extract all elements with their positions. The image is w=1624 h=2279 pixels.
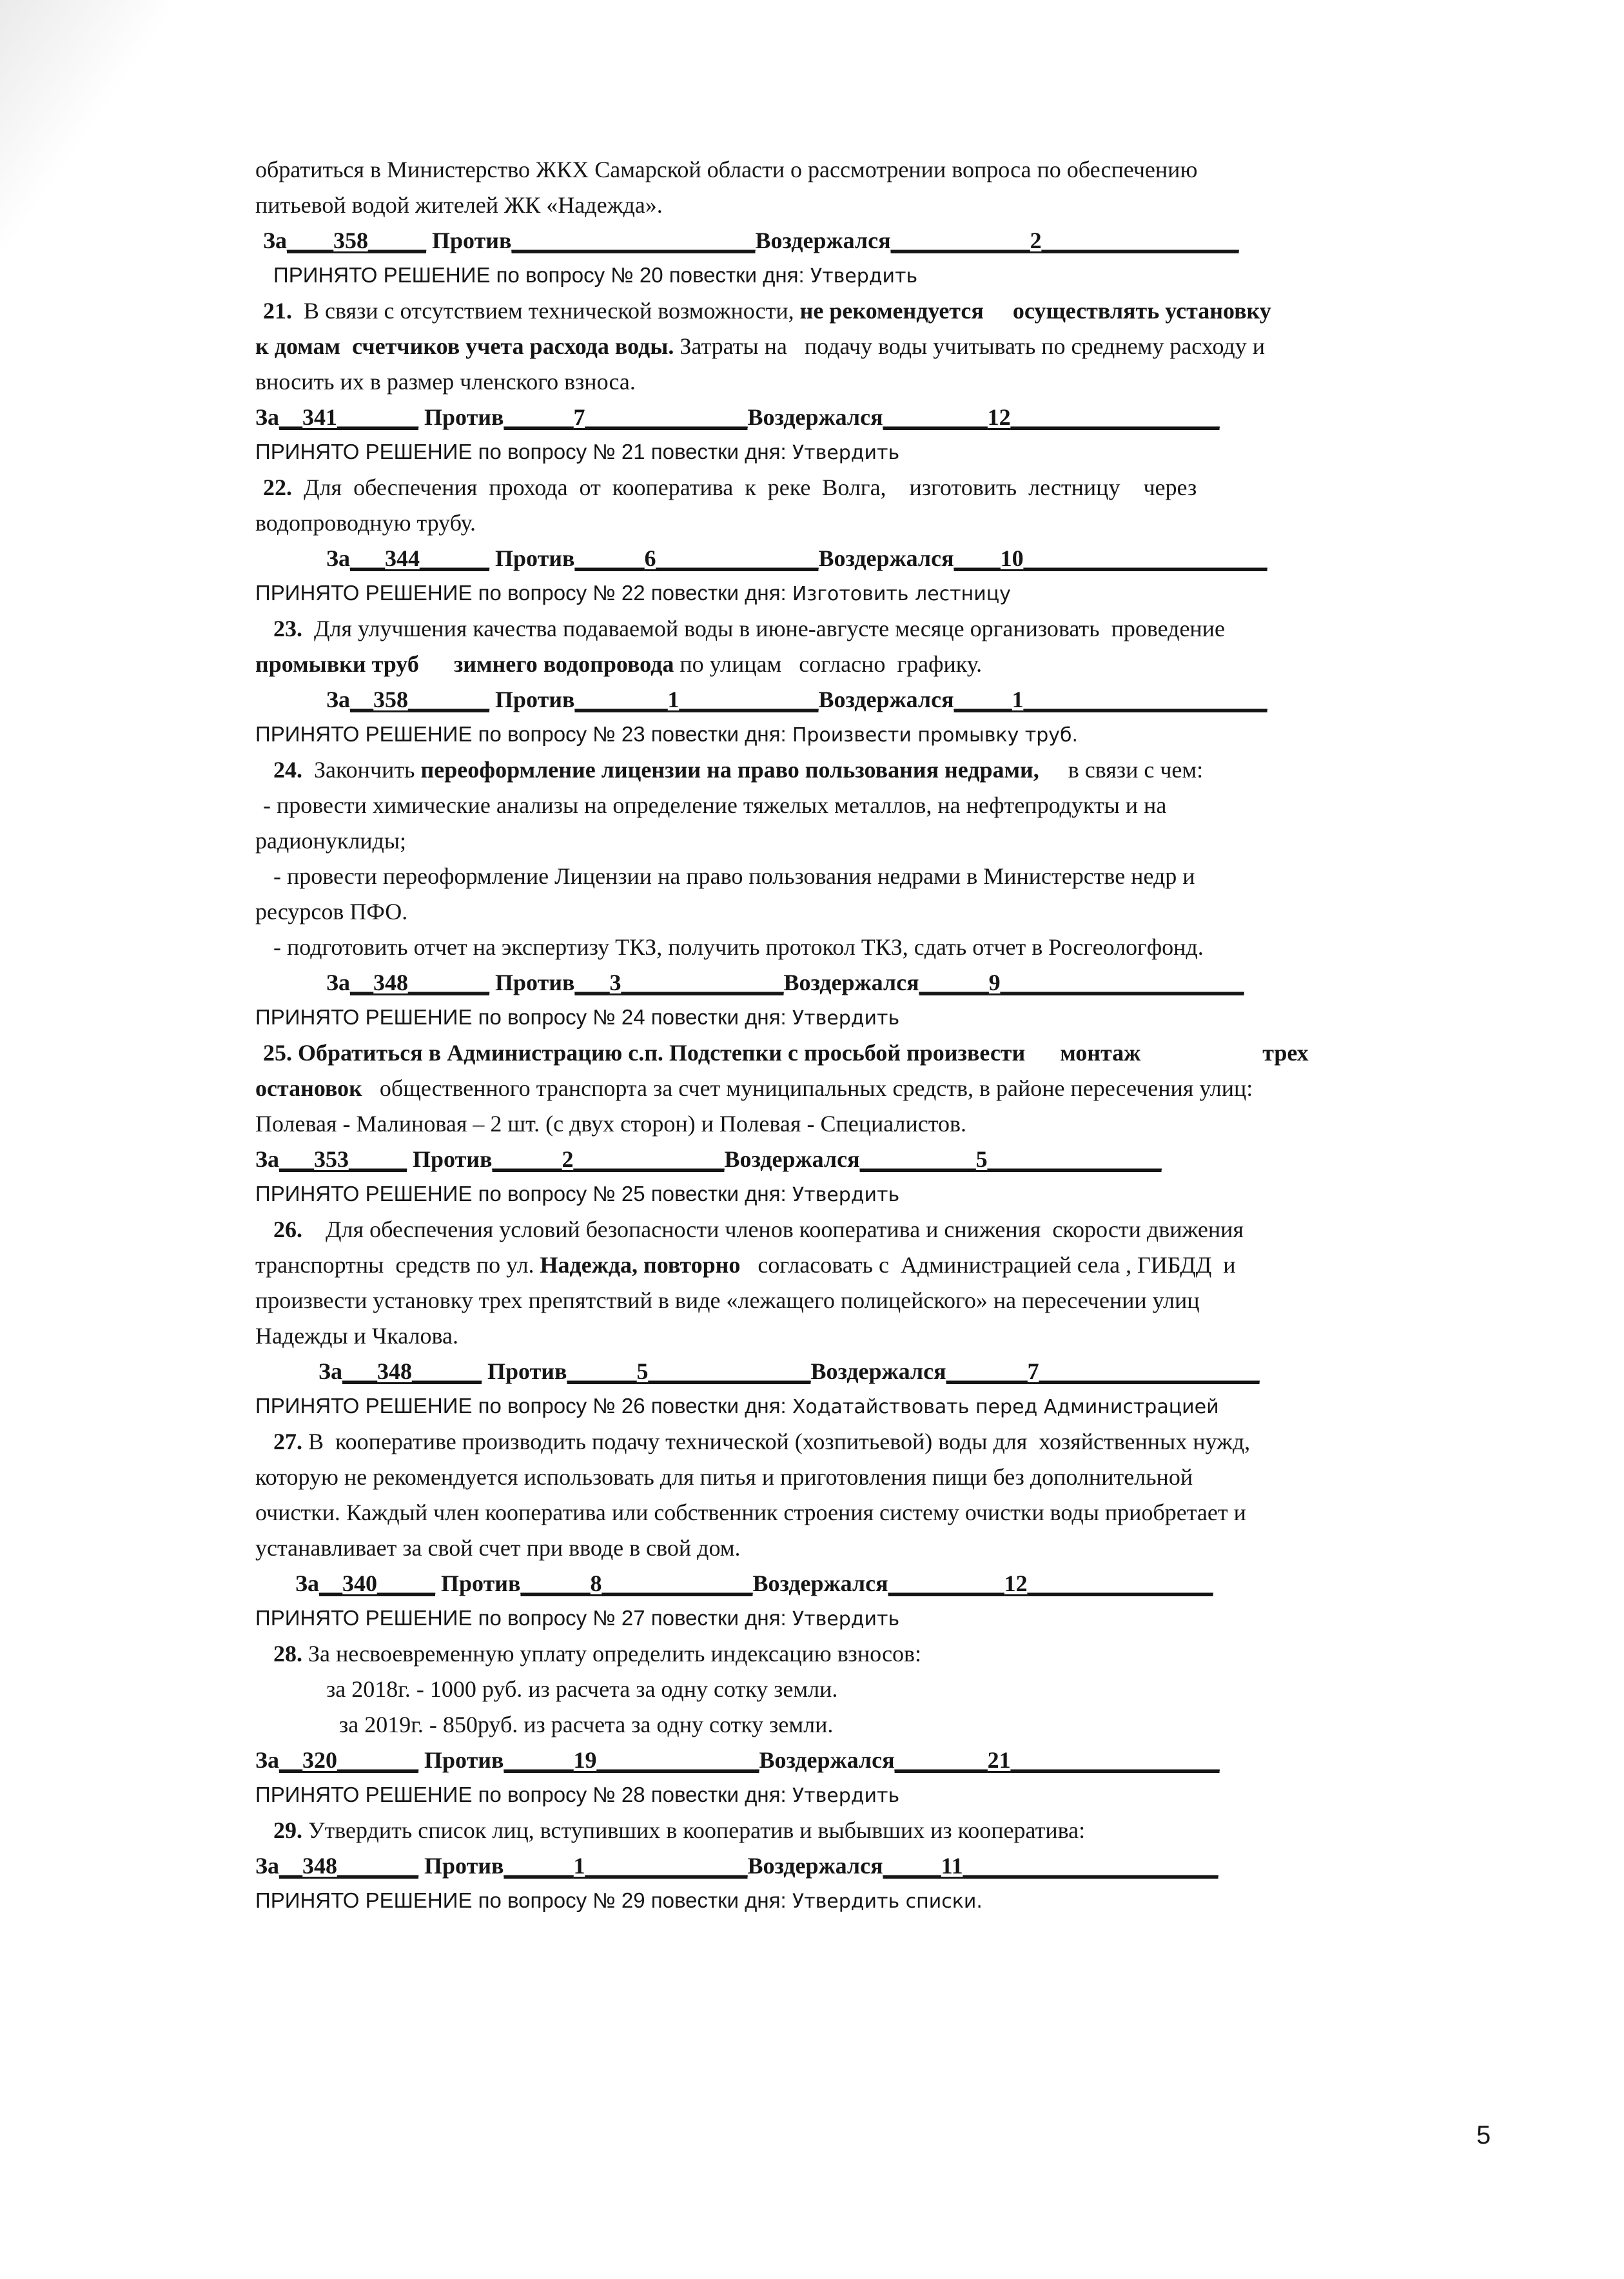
- decision-25: ПРИНЯТО РЕШЕНИЕ по вопросу № 25 повестки дня: Утвердить: [255, 1182, 900, 1206]
- vote-line-29: За__348_______ Против______1______________Воздержался_____11______________________: [255, 1853, 1218, 1879]
- vote-line-26: За___348______ Против______5______________Воздержался_______7___________________: [318, 1358, 1260, 1384]
- intro-line-1: обратиться в Министерство ЖКХ Самарской области о рассмотрении вопроса по обеспечению: [255, 157, 1198, 182]
- document-body: [255, 152, 1458, 1919]
- decision-24: ПРИНЯТО РЕШЕНИЕ по вопросу № 24 повестки дня: Утвердить: [255, 1005, 900, 1030]
- item-27-line-2: которую не рекомендуется использовать для питья и приготовления пищи без дополнительной: [255, 1464, 1193, 1490]
- scan-shadow: [0, 0, 168, 335]
- item-21-line-1: 21. В связи с отсутствием технической возможности, не рекомендуется осуществлять установку: [263, 298, 1271, 324]
- item-25-line-1: 25. Обратиться в Администрацию с.п. Подстепки с просьбой произвести монтаж трех: [263, 1040, 1315, 1066]
- item-23-line-1: 23. Для улучшения качества подаваемой воды в июне-августе месяце организовать проведение: [273, 616, 1231, 641]
- decision-20: ПРИНЯТО РЕШЕНИЕ по вопросу № 20 повестки дня: Утвердить: [273, 263, 918, 288]
- vote-line-21: За__341_______ Против______7______________Воздержался_________12__________________: [255, 404, 1220, 430]
- vote-line-28: За__320_______ Против______19______________Воздержался________21__________________: [255, 1747, 1220, 1773]
- item-26-line-1: 26. Для обеспечения условий безопасности членов кооператива и снижения скорости движения: [273, 1217, 1249, 1242]
- item-24-line-4: - провести переоформление Лицензии на право пользования недрами в Министерстве недр и: [273, 863, 1195, 889]
- item-28-line-2: за 2018г. - 1000 руб. из расчета за одну сотку земли.: [326, 1676, 838, 1702]
- item-22-line-1: 22. Для обеспечения прохода от кооператива к реке Волга, изготовить лестницу через: [263, 474, 1203, 500]
- decision-21: ПРИНЯТО РЕШЕНИЕ по вопросу № 21 повестки дня: Утвердить: [255, 440, 900, 464]
- item-23-line-2: промывки труб зимнего водопровода по улицам согласно графику.: [255, 651, 983, 677]
- decision-27: ПРИНЯТО РЕШЕНИЕ по вопросу № 27 повестки дня: Утвердить: [255, 1606, 900, 1630]
- page-number: 5: [1476, 2121, 1491, 2149]
- vote-line-24: За__348_______ Против___3______________Воздержался______9_____________________: [326, 970, 1244, 995]
- item-24-line-2: - провести химические анализы на определение тяжелых металлов, на нефтепродукты и на: [263, 792, 1167, 818]
- item-24-line-3: радионуклиды;: [255, 828, 407, 854]
- decision-26: ПРИНЯТО РЕШЕНИЕ по вопросу № 26 повестки дня: Ходатайствовать перед Администрацией: [255, 1394, 1219, 1418]
- item-24-line-6: - подготовить отчет на экспертизу ТКЗ, получить протокол ТКЗ, сдать отчет в Росгеологфонд.: [273, 934, 1204, 960]
- item-27-line-4: устанавливает за свой счет при вводе в свой дом.: [255, 1535, 741, 1561]
- item-24-line-1: 24. Закончить переоформление лицензии на право пользования недрами, в связи с чем:: [273, 757, 1204, 783]
- decision-28: ПРИНЯТО РЕШЕНИЕ по вопросу № 28 повестки дня: Утвердить: [255, 1783, 900, 1807]
- vote-line-27: За__340_____ Против______8_____________Воздержался__________12________________: [295, 1570, 1213, 1596]
- vote-line-22: За___344______ Против______6______________Воздержался____10_____________________: [326, 545, 1267, 571]
- item-28-line-3: за 2019г. - 850руб. из расчета за одну сотку земли.: [339, 1712, 834, 1737]
- item-21-line-2: к домам счетчиков учета расхода воды. Затраты на подачу воды учитывать по среднему расходу и: [255, 333, 1265, 359]
- item-27-line-3: очистки. Каждый член кооператива или собственник строения систему очистки воды приобретает и: [255, 1500, 1246, 1525]
- decision-22: ПРИНЯТО РЕШЕНИЕ по вопросу № 22 повестки дня: Изготовить лестницу: [255, 581, 1011, 605]
- item-21-line-3: вносить их в размер членского взноса.: [255, 369, 636, 395]
- intro-line-2: питьевой водой жителей ЖК «Надежда».: [255, 192, 663, 218]
- item-25-line-2: остановок общественного транспорта за счет муниципальных средств, в районе пересечения улиц:: [255, 1075, 1253, 1101]
- item-25-line-3: Полевая - Малиновая – 2 шт. (с двух сторон) и Полевая - Специалистов.: [255, 1111, 966, 1137]
- item-27-line-1: 27. В кооперативе производить подачу технической (хозпитьевой) воды для хозяйственных нужд,: [273, 1429, 1257, 1454]
- item-26-line-3: произвести установку трех препятствий в виде «лежащего полицейского» на пересечении улиц: [255, 1287, 1200, 1313]
- vote-line-25: За___353_____ Против______2_____________Воздержался__________5_______________: [255, 1146, 1162, 1172]
- item-26-line-4: Надежды и Чкалова.: [255, 1323, 459, 1349]
- item-24-line-5: ресурсов ПФО.: [255, 899, 408, 924]
- decision-29: ПРИНЯТО РЕШЕНИЕ по вопросу № 29 повестки дня: Утвердить списки.: [255, 1888, 983, 1913]
- item-26-line-2: транспортны средств по ул. Надежда, повторно согласовать с Администрацией села , ГИБДД и: [255, 1252, 1236, 1278]
- decision-23: ПРИНЯТО РЕШЕНИЕ по вопросу № 23 повестки дня: Произвести промывку труб.: [255, 722, 1079, 747]
- item-28-line-1: 28. За несвоевременную уплату определить индексацию взносов:: [273, 1641, 922, 1667]
- vote-line-20: За____358_____ Против_____________________Воздержался____________2_________________: [263, 228, 1239, 253]
- item-29-line-1: 29. Утвердить список лиц, вступивших в кооператив и выбывших из кооператива:: [273, 1817, 1086, 1843]
- item-22-line-2: водопроводную трубу.: [255, 510, 476, 536]
- vote-line-23: За__358_______ Против________1____________Воздержался_____1_____________________: [326, 687, 1267, 712]
